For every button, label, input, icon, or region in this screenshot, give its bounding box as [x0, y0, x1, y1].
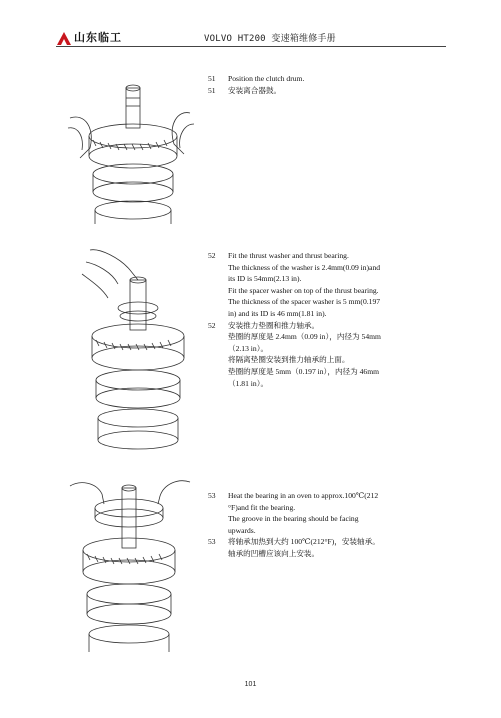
step-number: 52	[208, 320, 216, 330]
step-line: 轴承的凹槽应该向上安装。	[228, 548, 320, 558]
step-line: The thickness of the washer is 2.4mm(0.09 in)and	[228, 262, 381, 272]
step-line: 垫圈的厚度是 5mm（0.197 in），内径为 46mm	[228, 366, 380, 376]
step-line: 将隔离垫圈安装到推力轴承的上面。	[228, 355, 350, 365]
step-line: °F)and fit the bearing.	[228, 502, 296, 512]
step-text: Heat the bearing in an oven to approx.100℃(212	[228, 491, 379, 500]
step-line: in) and its ID is 46 mm(1.81 in).	[228, 308, 327, 318]
step-line: upwards.	[228, 525, 256, 535]
step-number: 52	[208, 251, 216, 260]
bearing-fit-illustration-icon	[60, 470, 200, 660]
step-line: The thickness of the spacer washer is 5 mm(0.197	[228, 297, 381, 307]
step-53	[208, 490, 418, 560]
logo-text: 山东临工	[74, 31, 122, 44]
step-number: 53	[208, 491, 216, 500]
step-number: 51	[208, 85, 216, 95]
step-51	[208, 73, 418, 96]
step-line: its ID is 54mm(2.13 in).	[228, 274, 302, 284]
step-text: Position the clutch drum.	[228, 74, 305, 83]
step-line	[208, 250, 418, 262]
step-text: Fit the thrust washer and thrust bearing.	[228, 251, 349, 260]
step-text: 安装离合器鼓。	[228, 85, 282, 95]
step-line	[208, 85, 418, 97]
page-number: 101	[244, 681, 257, 688]
step-line	[208, 73, 418, 85]
clutch-drum-illustration-icon	[60, 58, 200, 234]
header-divider	[56, 46, 446, 47]
figure-thrust-bearing	[60, 240, 200, 452]
step-line	[208, 320, 418, 332]
step-number: 53	[208, 537, 216, 547]
step-text: 将轴承加热到大约 100℃(212°F)，安装轴承。	[228, 537, 380, 547]
step-line	[208, 490, 418, 502]
step-line: The groove in the bearing should be facing	[228, 514, 359, 524]
page-title: VOLVO HT200 变速箱维修手册	[204, 34, 336, 44]
thrust-bearing-illustration-icon	[60, 240, 200, 452]
step-number: 51	[208, 74, 216, 83]
page-header	[0, 0, 501, 48]
figure-clutch-drum	[60, 58, 200, 234]
step-52	[208, 250, 418, 389]
step-line: 垫圈的厚度是 2.4mm（0.09 in），内径为 54mm	[228, 332, 381, 342]
step-line: （1.81 in）。	[228, 378, 269, 388]
step-line	[208, 536, 418, 548]
step-line: （2.13 in）。	[228, 343, 269, 353]
step-line: Fit the spacer washer on top of the thrust bearing.	[228, 285, 379, 295]
step-text: 安装推力垫圈和推力轴承。	[228, 320, 320, 330]
figure-bearing-fit	[60, 470, 200, 660]
